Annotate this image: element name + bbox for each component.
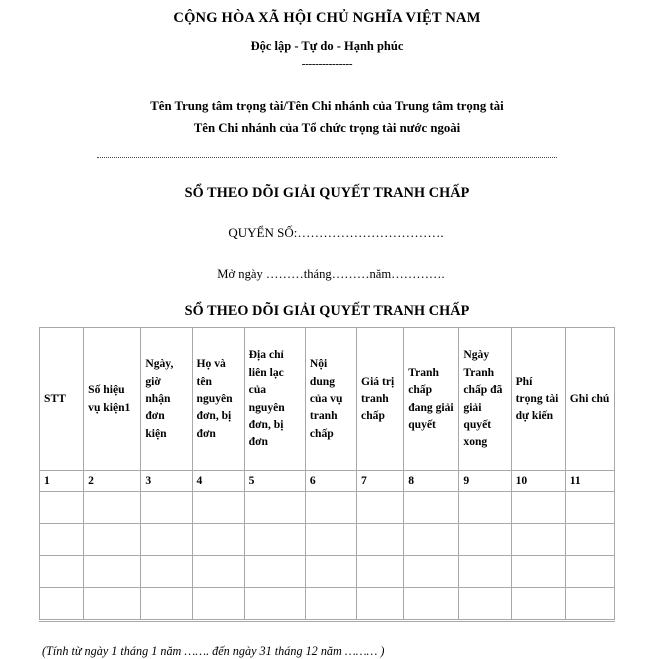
table-cell[interactable] bbox=[305, 588, 356, 620]
table-row[interactable] bbox=[40, 492, 615, 524]
table-cell[interactable] bbox=[141, 556, 192, 588]
volume-number-field: QUYỂN SỐ:……………………………. bbox=[228, 224, 444, 240]
table-cell[interactable] bbox=[305, 556, 356, 588]
column-number-cell: 6 bbox=[305, 470, 356, 491]
table-header-cell: Tranh chấp đang giải quyết bbox=[404, 327, 459, 470]
column-number-cell: 4 bbox=[192, 470, 244, 491]
column-number-cell: 11 bbox=[565, 470, 614, 491]
table-cell[interactable] bbox=[404, 556, 459, 588]
table-cell[interactable] bbox=[357, 556, 404, 588]
table-cell[interactable] bbox=[244, 588, 305, 620]
table-header-cell: Địa chỉ liên lạc của nguyên đơn, bị đơn bbox=[244, 327, 305, 470]
table-header-cell: Nội dung của vụ tranh chấp bbox=[305, 327, 356, 470]
table-cell[interactable] bbox=[459, 524, 511, 556]
dispute-tracking-table bbox=[39, 327, 615, 620]
table-cell[interactable] bbox=[404, 588, 459, 620]
table-cell[interactable] bbox=[192, 492, 244, 524]
document-page bbox=[0, 10, 654, 658]
table-bottom-double-rule bbox=[39, 621, 615, 623]
table-cell[interactable] bbox=[141, 524, 192, 556]
column-number-cell: 8 bbox=[404, 470, 459, 491]
table-header-cell: Ngày, giờ nhận đơn kiện bbox=[141, 327, 192, 470]
table-cell[interactable] bbox=[404, 492, 459, 524]
motto-divider-rule: --------------- bbox=[301, 58, 353, 71]
dotted-separator-line bbox=[97, 156, 557, 158]
column-number-cell: 2 bbox=[84, 470, 141, 491]
table-cell[interactable] bbox=[357, 492, 404, 524]
table-row[interactable] bbox=[40, 588, 615, 620]
table-cell[interactable] bbox=[40, 524, 84, 556]
table-cell[interactable] bbox=[511, 588, 565, 620]
table-header-row bbox=[40, 327, 615, 470]
table-header-cell: Họ và tên nguyên đơn, bị đơn bbox=[192, 327, 244, 470]
table-cell[interactable] bbox=[305, 492, 356, 524]
column-number-cell: 5 bbox=[244, 470, 305, 491]
table-cell[interactable] bbox=[404, 524, 459, 556]
table-cell[interactable] bbox=[84, 588, 141, 620]
table-cell[interactable] bbox=[511, 556, 565, 588]
column-number-cell: 10 bbox=[511, 470, 565, 491]
table-row[interactable] bbox=[40, 556, 615, 588]
national-motto: Độc lập - Tự do - Hạnh phúc bbox=[250, 39, 404, 54]
table-cell[interactable] bbox=[565, 492, 614, 524]
dotted-separator bbox=[0, 156, 654, 168]
table-title: SỔ THEO DÕI GIẢI QUYẾT TRANH CHẤP bbox=[184, 302, 470, 319]
table-cell[interactable] bbox=[459, 492, 511, 524]
page-title: SỔ THEO DÕI GIẢI QUYẾT TRANH CHẤP bbox=[184, 184, 470, 201]
table-cell[interactable] bbox=[565, 556, 614, 588]
column-number-cell: 9 bbox=[459, 470, 511, 491]
table-cell[interactable] bbox=[244, 492, 305, 524]
table-cell[interactable] bbox=[244, 556, 305, 588]
table-cell[interactable] bbox=[40, 492, 84, 524]
table-cell[interactable] bbox=[84, 492, 141, 524]
column-number-cell: 3 bbox=[141, 470, 192, 491]
table-cell[interactable] bbox=[459, 588, 511, 620]
table-cell[interactable] bbox=[565, 524, 614, 556]
period-footnote: (Tính từ ngày 1 tháng 1 năm ……. đến ngày 31 tháng 12 năm ……… ) bbox=[42, 644, 385, 658]
table-cell[interactable] bbox=[192, 556, 244, 588]
table-row[interactable] bbox=[40, 524, 615, 556]
table-cell[interactable] bbox=[357, 588, 404, 620]
table-cell[interactable] bbox=[40, 588, 84, 620]
table-cell[interactable] bbox=[357, 524, 404, 556]
organisation-line-1: Tên Trung tâm trọng tài/Tên Chi nhánh của Trung tâm trọng tài bbox=[150, 99, 504, 114]
table-cell[interactable] bbox=[511, 492, 565, 524]
open-date-field: Mở ngày ………tháng………năm…………. bbox=[217, 266, 445, 281]
table-cell[interactable] bbox=[565, 588, 614, 620]
table-cell[interactable] bbox=[84, 556, 141, 588]
table-header-cell: Giá trị tranh chấp bbox=[357, 327, 404, 470]
table-cell[interactable] bbox=[192, 588, 244, 620]
organisation-line-2: Tên Chi nhánh của Tổ chức trọng tài nước ngoài bbox=[193, 120, 461, 135]
table-cell[interactable] bbox=[305, 524, 356, 556]
table-cell[interactable] bbox=[84, 524, 141, 556]
table-cell[interactable] bbox=[141, 588, 192, 620]
table-header-cell: Phí trọng tài dự kiến bbox=[511, 327, 565, 470]
column-number-cell: 1 bbox=[40, 470, 84, 491]
table-header-cell: Ghi chú bbox=[565, 327, 614, 470]
column-number-cell: 7 bbox=[357, 470, 404, 491]
organisation-name-block bbox=[0, 96, 654, 138]
table-cell[interactable] bbox=[244, 524, 305, 556]
table-header-cell: Ngày Tranh chấp đã giải quyết xong bbox=[459, 327, 511, 470]
table-cell[interactable] bbox=[511, 524, 565, 556]
table-cell[interactable] bbox=[40, 556, 84, 588]
table-cell[interactable] bbox=[192, 524, 244, 556]
table-cell[interactable] bbox=[459, 556, 511, 588]
table-header-cell: STT bbox=[40, 327, 84, 470]
tracking-table-container bbox=[0, 327, 654, 623]
table-column-number-row bbox=[40, 470, 615, 491]
national-title: CỘNG HÒA XÃ HỘI CHỦ NGHĨA VIỆT NAM bbox=[173, 10, 481, 26]
table-header-cell: Số hiệu vụ kiện1 bbox=[84, 327, 141, 470]
table-cell[interactable] bbox=[141, 492, 192, 524]
